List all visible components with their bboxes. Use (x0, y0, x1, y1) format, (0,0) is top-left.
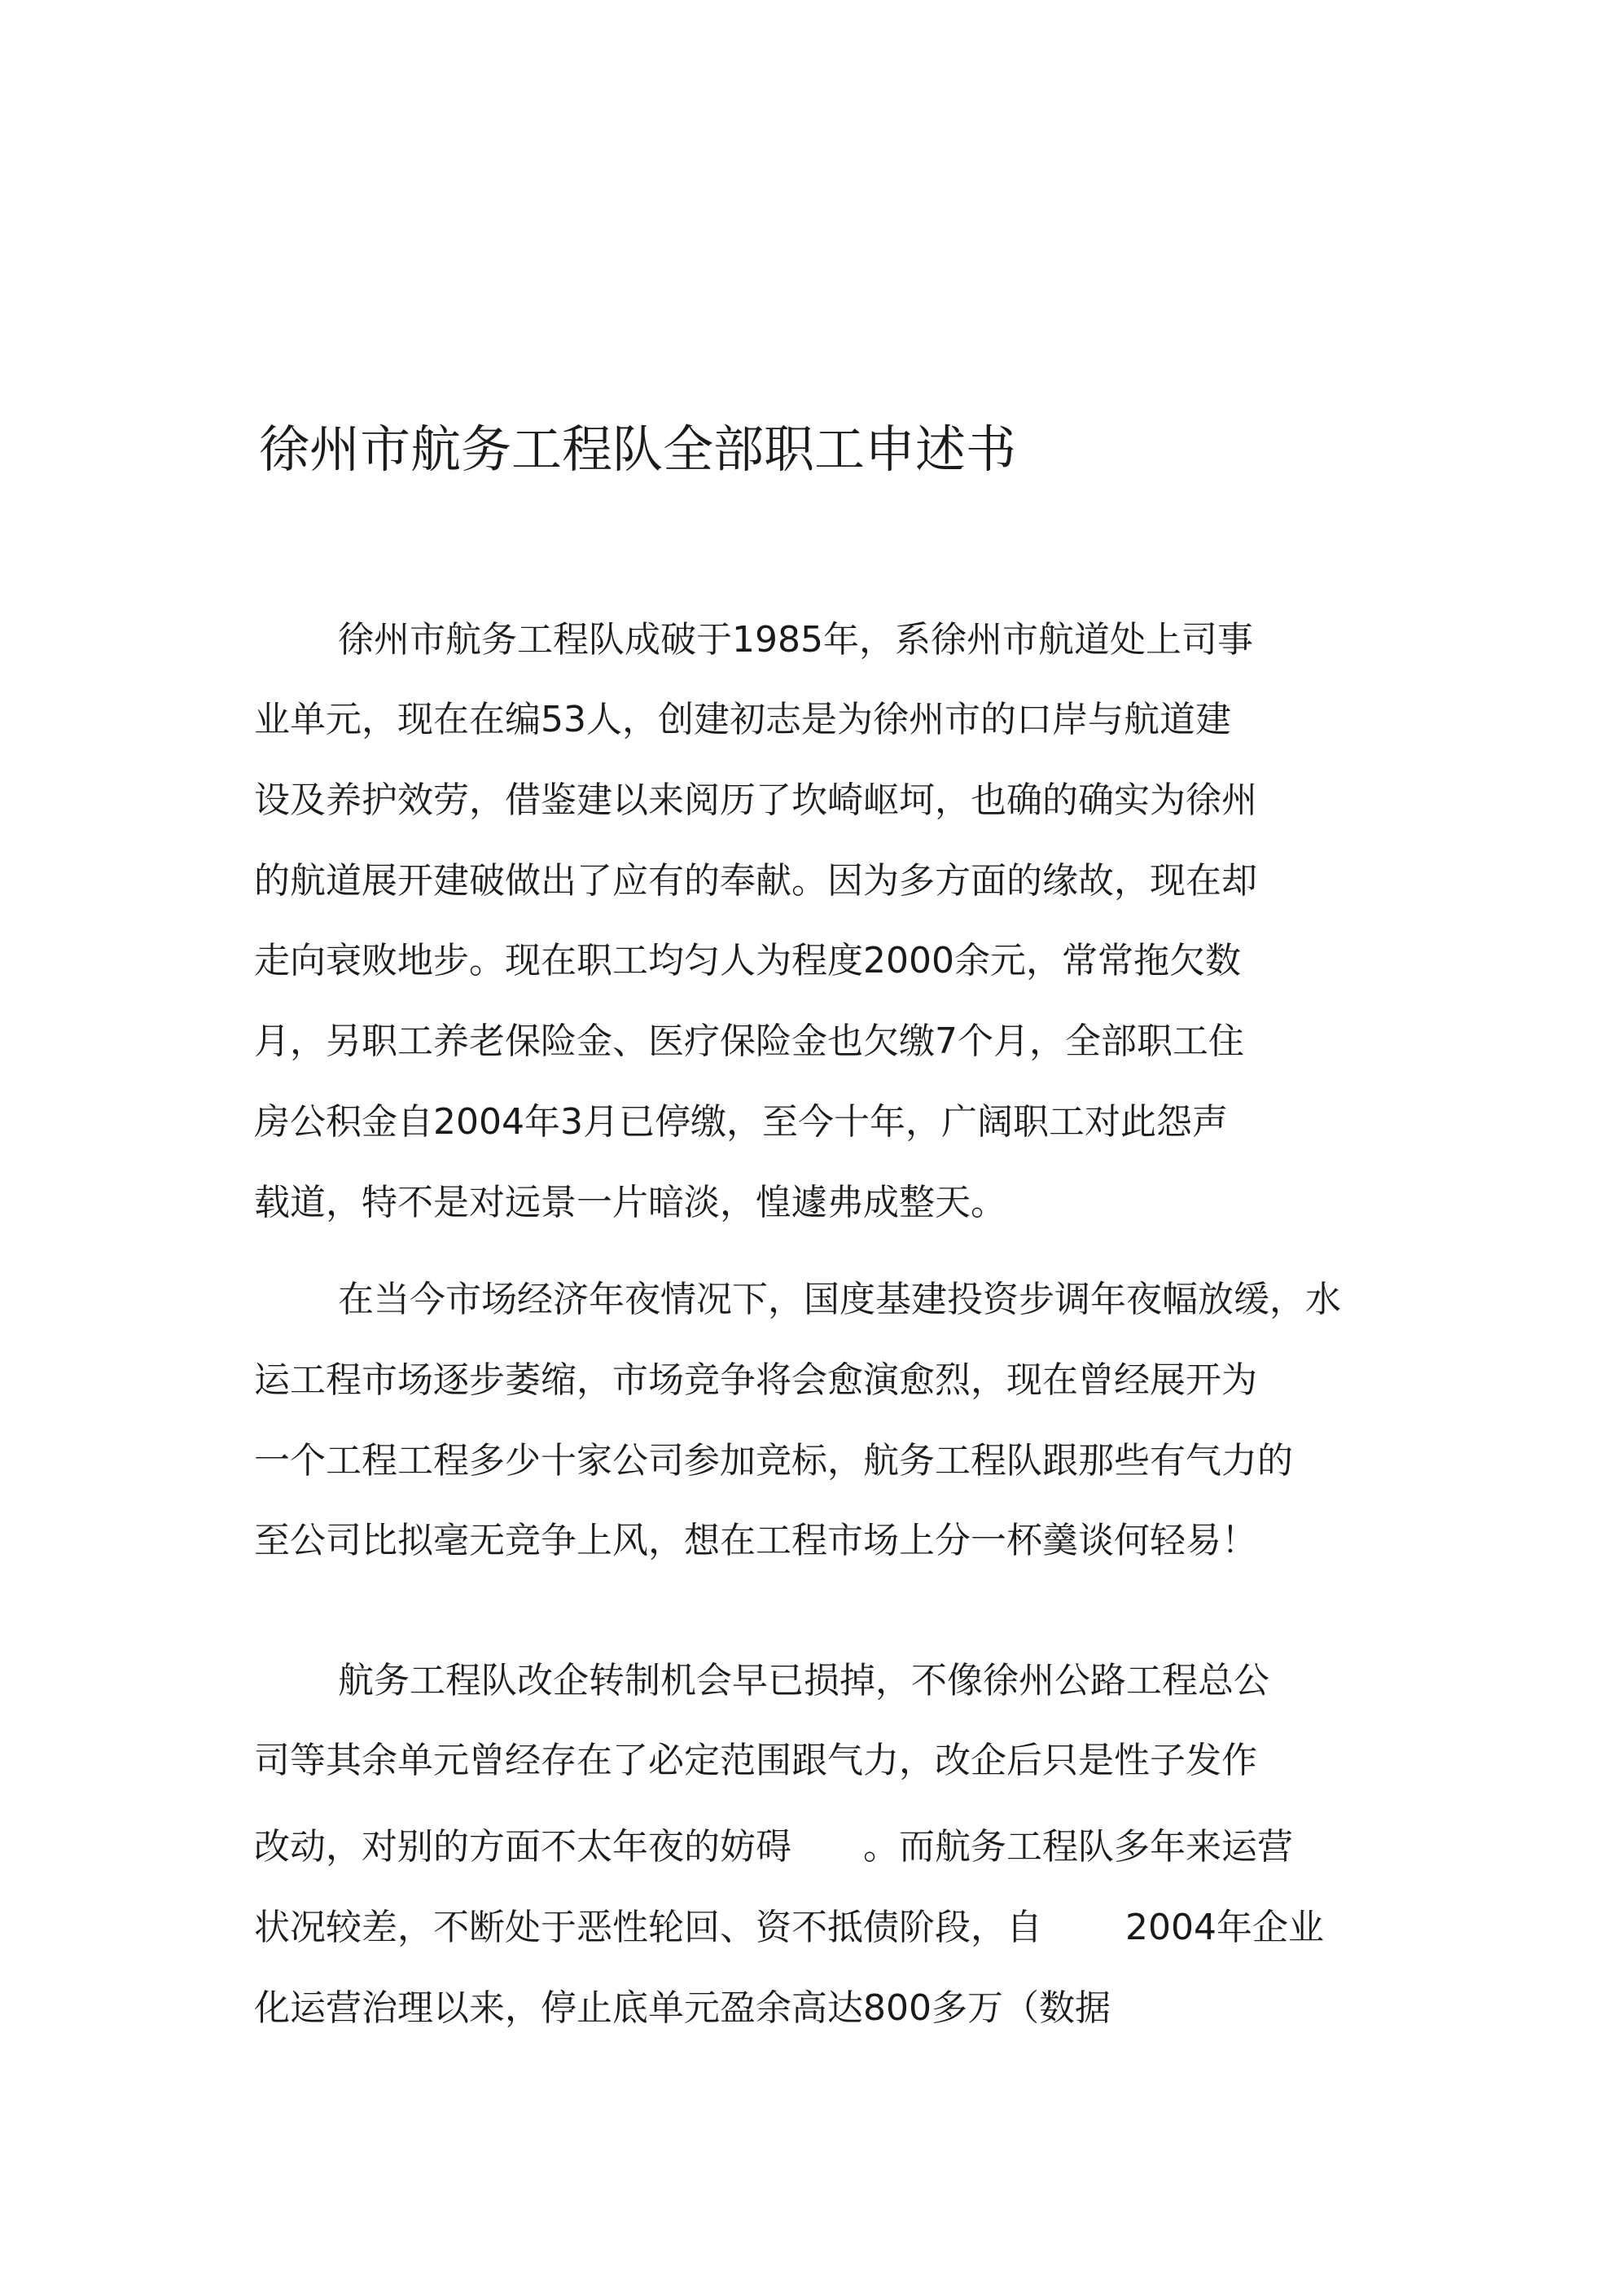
paragraph-2-line-4: 至公司比拟毫无竞争上风，想在工程市场上分一杯羹谈何轻易！ (254, 1520, 1257, 1561)
paragraph-1-line-2: 业单元，现在在编53人，创建初志是为徐州市的口岸与航道建 (254, 699, 1231, 740)
paragraph-3-line-3: 改动，对别的方面不太年夜的妨碍 。而航务工程队多年来运营 (254, 1826, 1293, 1868)
paragraph-1-line-7: 房公积金自2004年3月已停缴，至今十年，广阔职工对此怨声 (254, 1101, 1228, 1143)
paragraph-1-line-8: 载道，特不是对远景一片暗淡，惶遽弗成整天。 (254, 1182, 1006, 1223)
paragraph-3-line-4: 状况较差，不断处于恶性轮回、资不抵债阶段，自 2004年企业 (254, 1907, 1324, 1948)
paragraph-2-line-1: 在当今市场经济年夜情况下，国度基建投资步调年夜幅放缓，水 (338, 1279, 1341, 1320)
paragraph-1-line-4: 的航道展开建破做出了应有的奉献。因为多方面的缘故，现在却 (254, 860, 1257, 902)
paragraph-3-line-5: 化运营治理以来，停止底单元盈余高达800多万（数据 (254, 1987, 1111, 2029)
paragraph-1-line-1: 徐州市航务工程队成破于1985年，系徐州市航道处上司事 (338, 619, 1253, 661)
paragraph-2-line-3: 一个工程工程多少十家公司参加竞标，航务工程队跟那些有气力的 (254, 1440, 1293, 1482)
paragraph-2-line-2: 运工程市场逐步萎缩，市场竞争将会愈演愈烈，现在曾经展开为 (254, 1359, 1257, 1401)
paragraph-1-line-6: 月，另职工养老保险金、医疗保险金也欠缴7个月，全部职工住 (254, 1021, 1244, 1062)
paragraph-3-line-1: 航务工程队改企转制机会早已损掉，不像徐州公路工程总公 (338, 1660, 1269, 1701)
paragraph-3-line-2: 司等其余单元曾经存在了必定范围跟气力，改企后只是性子发作 (254, 1740, 1257, 1781)
paragraph-1-line-3: 设及养护效劳，借鉴建以来阅历了坎崎岖坷，也确的确实为徐州 (254, 779, 1257, 821)
paragraph-1-line-5: 走向衰败地步。现在职工均匀人为程度2000余元，常常拖欠数 (254, 940, 1241, 981)
document-title: 徐州市航务工程队全部职工申述书 (259, 419, 1017, 479)
